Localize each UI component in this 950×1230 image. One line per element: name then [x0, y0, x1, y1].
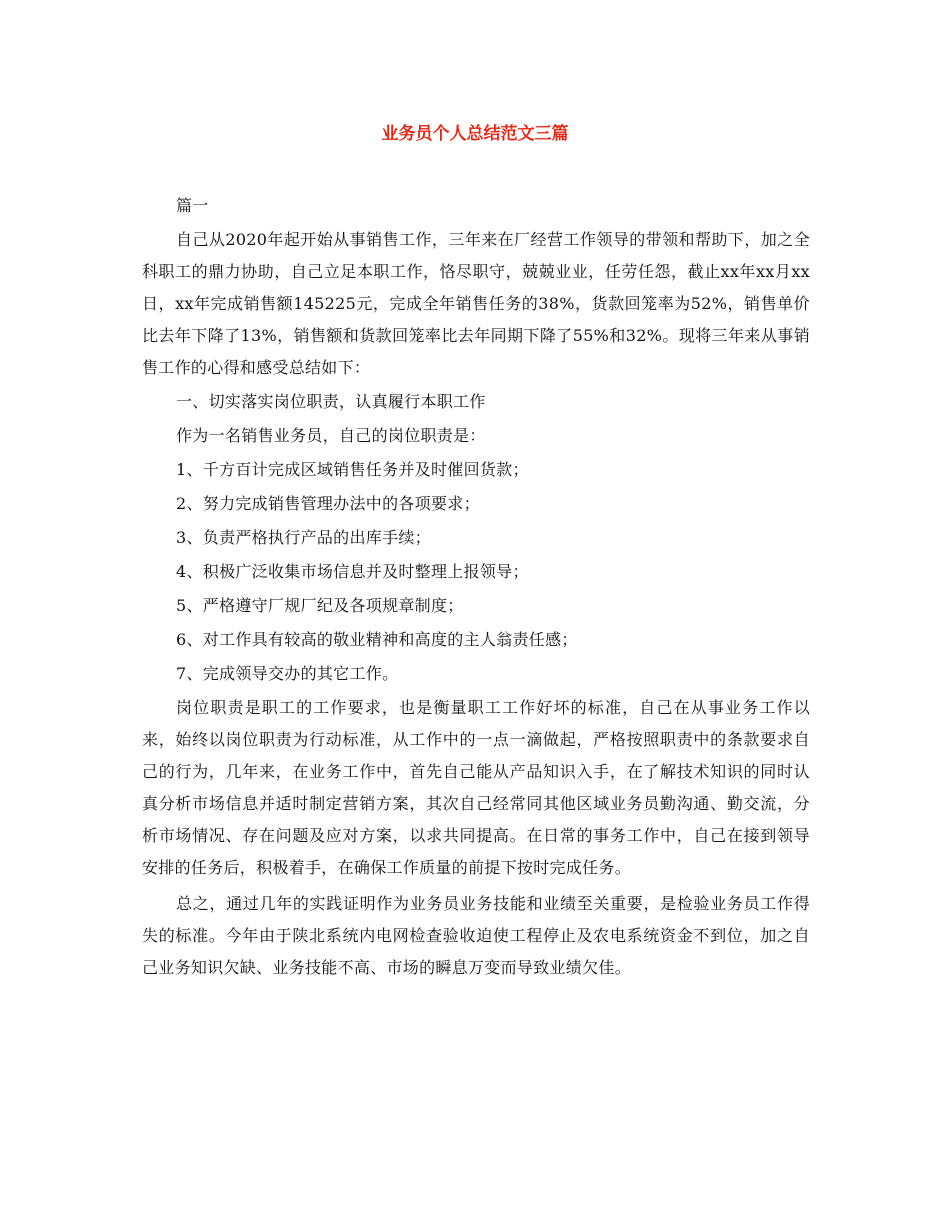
- list-item-duty-3: 3、负责严格执行产品的出库手续；: [176, 528, 431, 547]
- paragraph-job-standard: 岗位职责是职工的工作要求，也是衡量职工工作好坏的标准，自己在从事业务工作以来，始终以岗位职责为行动标准，从工作中的一点一滴做起，严格按照职责中的条款要求自己的行为，几年来，在业务工作中，首先自己能从产品知识入手，在了解技术知识的同时认真分析市场信息并适时制定营销方案，其次自己经常同其他区域业务员勤沟通、勤交流，分析市场情况、存在问题及应对方案，以求共同提高。在日常的事务工作中，自己在接到领导安排的任务后，积极着手，在确保工作质量的前提下按时完成任务。: [142, 698, 810, 877]
- list-item-duty-1: 1、千方百计完成区域销售任务并及时催回货款；: [176, 460, 529, 479]
- list-item-duty-5: 5、严格遵守厂规厂纪及各项规章制度；: [176, 596, 464, 615]
- list-item-duty-4: 4、积极广泛收集市场信息并及时整理上报领导；: [176, 562, 529, 581]
- paragraph-intro: 自己从2020年起开始从事销售工作，三年来在厂经营工作领导的带领和帮助下，加之全科职工的鼎力协助，自己立足本职工作，恪尽职守，兢兢业业，任劳任怨，截止xx年xx月xx日，xx年完成销售额145225元，完成全年销售任务的38%，货款回笼率为52%，销售单价比去年下降了13%，销售额和货款回笼率比去年同期下降了55%和32%。现将三年来从事销售工作的心得和感受总结如下：: [142, 230, 810, 377]
- paragraph-duties-lead: 作为一名销售业务员，自己的岗位职责是：: [176, 426, 486, 445]
- section-heading-part-one: 篇一: [176, 196, 209, 215]
- section-heading-responsibilities: 一、切实落实岗位职责，认真履行本职工作: [176, 392, 486, 411]
- document-body: [142, 190, 810, 986]
- list-item-duty-6: 6、对工作具有较高的敬业精神和高度的主人翁责任感；: [176, 630, 578, 649]
- list-item-duty-7: 7、完成领导交办的其它工作。: [176, 664, 399, 683]
- paragraph-conclusion: 总之，通过几年的实践证明作为业务员业务技能和业绩至关重要，是检验业务员工作得失的标准。今年由于陕北系统内电网检查验收迫使工程停止及农电系统资金不到位，加之自己业务知识欠缺、业务技能不高、市场的瞬息万变而导致业绩欠佳。: [142, 894, 810, 977]
- document-title: 业务员个人总结范文三篇: [381, 124, 569, 144]
- list-item-duty-2: 2、努力完成销售管理办法中的各项要求；: [176, 494, 480, 513]
